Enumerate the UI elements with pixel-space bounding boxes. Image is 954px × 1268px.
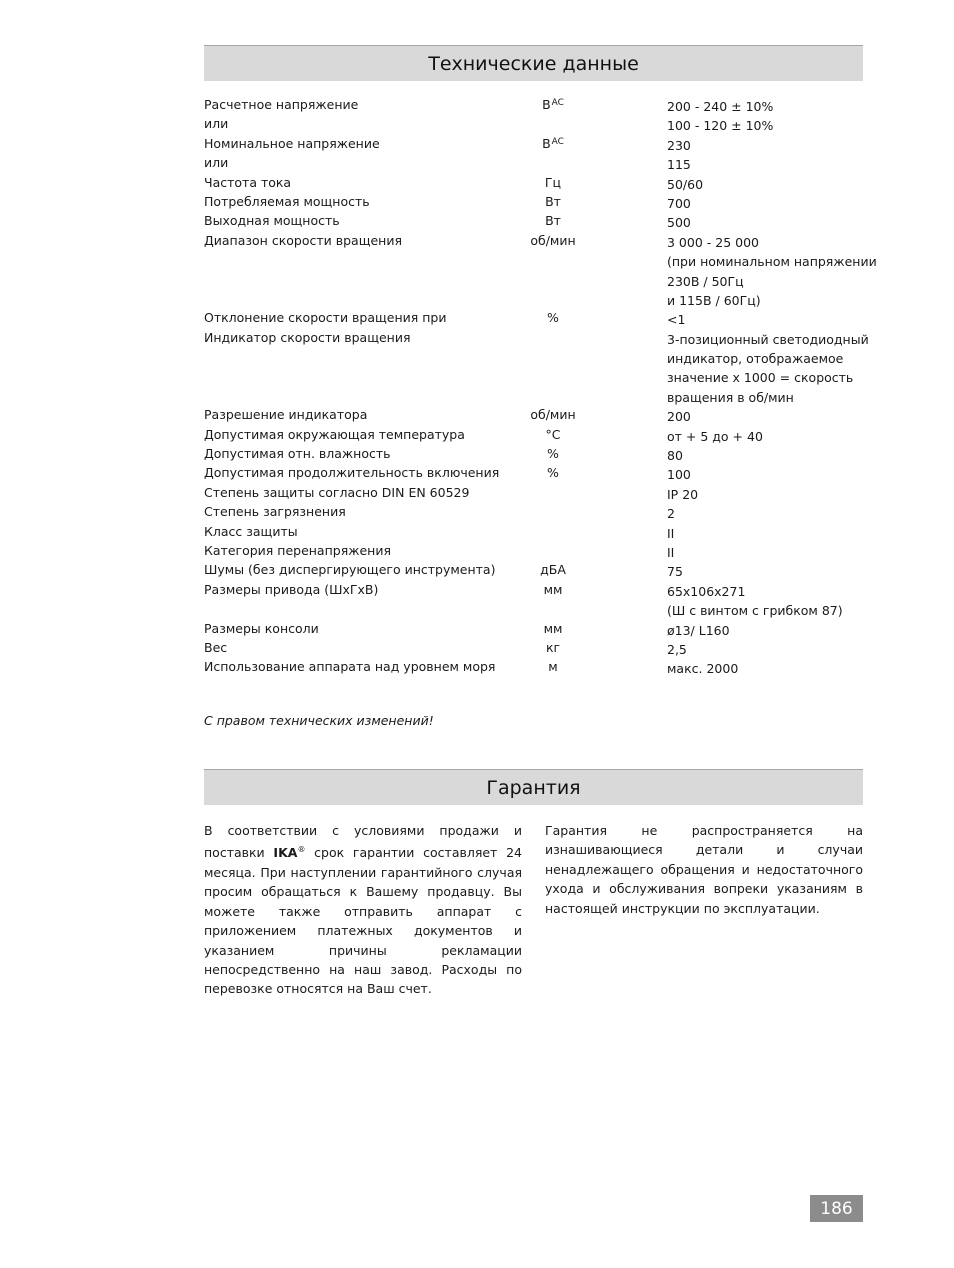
spec-unit-text: В	[542, 97, 551, 112]
page-number	[810, 1195, 863, 1222]
warranty-text-part1: В соответствии с условиями продажи и поставки	[204, 823, 522, 861]
spec-value-line	[204, 368, 863, 387]
spec-value: 75	[667, 564, 683, 580]
spec-value: <1	[667, 312, 686, 328]
spec-row	[204, 427, 863, 446]
spec-row	[204, 213, 863, 232]
spec-value-line	[204, 252, 877, 271]
spec-label: Частота тока	[204, 174, 292, 190]
spec-row	[204, 194, 863, 213]
spec-unit	[504, 562, 602, 577]
spec-row	[204, 621, 863, 640]
spec-value: макс. 2000	[667, 661, 739, 677]
spec-unit-text: мм	[543, 620, 563, 636]
warranty-text-right: Гарантия не распространяется на изнашивающиеся детали и случаи ненадлежащего обращения и недостаточного ухода и обслуживания вопреки указаниям в настоящей инструкции по эксплуатации.	[545, 823, 863, 916]
spec-unit	[504, 659, 602, 674]
spec-value: II	[667, 544, 675, 560]
spec-row	[204, 232, 877, 311]
tech-data-heading	[204, 45, 863, 81]
spec-unit-text: %	[547, 446, 559, 462]
spec-label: Допустимая отн. влажность	[204, 446, 391, 462]
spec-unit-text: об/мин	[530, 407, 576, 423]
spec-row	[204, 582, 863, 621]
spec-row	[204, 97, 863, 116]
spec-value: 3-позиционный светодиодный	[667, 331, 869, 347]
spec-row	[204, 136, 863, 155]
spec-row	[204, 504, 863, 523]
spec-row	[204, 407, 863, 426]
spec-unit	[504, 407, 602, 422]
spec-row	[204, 524, 863, 543]
spec-unit-text: Вт	[545, 213, 561, 229]
spec-label: Вес	[204, 639, 228, 655]
registered-mark: ®	[297, 845, 306, 855]
spec-value: 3 000 - 25 000	[667, 234, 759, 250]
spec-label: Степень загрязнения	[204, 504, 346, 520]
spec-row	[204, 446, 863, 465]
spec-value: от + 5 до + 40	[667, 428, 763, 444]
spec-value: 65х106х271	[667, 583, 746, 599]
spec-value: (при номинальном напряжении	[667, 254, 877, 270]
spec-value: ø13/ L160	[667, 622, 730, 638]
spec-value: 230	[667, 137, 691, 153]
spec-value: 700	[667, 195, 691, 211]
spec-label: Степень защиты согласно DIN EN 60529	[204, 484, 470, 500]
spec-unit	[504, 621, 602, 636]
spec-value-line	[204, 601, 863, 620]
spec-label: Класс защиты	[204, 523, 298, 539]
spec-value: IP 20	[667, 486, 699, 502]
spec-value-line	[204, 291, 863, 310]
spec-unit-sup: AC	[551, 98, 564, 108]
spec-unit-text: кг	[545, 639, 561, 655]
spec-value-line	[204, 272, 863, 291]
spec-row	[204, 310, 863, 329]
spec-row	[204, 329, 869, 408]
spec-unit	[504, 194, 602, 209]
spec-unit	[504, 310, 602, 325]
spec-value: 100 - 120 ± 10%	[667, 118, 774, 134]
spec-unit-text: °C	[545, 426, 561, 442]
spec-value: 200	[667, 409, 691, 425]
spec-row	[204, 116, 863, 135]
spec-label: Выходная мощность	[204, 213, 340, 229]
spec-unit-text: Вт	[545, 193, 561, 209]
spec-value: значение х 1000 = скорость	[667, 370, 854, 386]
spec-value: 50/60	[667, 176, 704, 192]
spec-value: вращения в об/мин	[667, 389, 794, 405]
spec-unit	[504, 97, 602, 112]
spec-value: индикатор, отображаемое	[667, 351, 844, 367]
warranty-text-left	[204, 821, 522, 999]
spec-unit-text: Гц	[544, 174, 562, 190]
spec-row	[204, 543, 863, 562]
spec-label: Номинальное напряжение	[204, 135, 380, 151]
spec-label: Отклонение скорости вращения при	[204, 310, 447, 326]
spec-row	[204, 175, 863, 194]
spec-label: Использование аппарата над уровнем моря	[204, 659, 496, 675]
spec-row	[204, 659, 863, 678]
spec-value: 100	[667, 467, 691, 483]
spec-label: Допустимая продолжительность включения	[204, 465, 500, 481]
spec-value: 80	[667, 448, 683, 464]
spec-table	[204, 97, 877, 679]
spec-label: Допустимая окружающая температура	[204, 426, 465, 442]
spec-unit-text: дБА	[540, 562, 566, 578]
spec-unit-text: м	[548, 659, 558, 675]
spec-label: Категория перенапряжения	[204, 542, 391, 558]
warranty-heading	[204, 769, 863, 805]
spec-label: или	[204, 155, 229, 171]
spec-unit-text: В	[542, 135, 551, 151]
tech-data-title: Технические данные	[428, 52, 639, 75]
spec-label: Диапазон скорости вращения	[204, 232, 402, 248]
spec-unit-text: %	[547, 465, 559, 481]
spec-unit	[504, 175, 602, 190]
spec-label: Размеры привода (ШхГхВ)	[204, 581, 379, 597]
spec-label: Индикатор скорости вращения	[204, 329, 411, 345]
spec-label: Потребляемая мощность	[204, 193, 370, 209]
spec-value: 2,5	[667, 641, 687, 657]
spec-unit	[504, 233, 602, 248]
spec-unit	[504, 465, 602, 480]
spec-unit-text: %	[547, 310, 559, 326]
brand-ika: IKA	[273, 845, 298, 861]
spec-row	[204, 485, 863, 504]
spec-value: и 115В / 60Гц)	[667, 292, 761, 308]
spec-row	[204, 155, 863, 174]
spec-label: Шумы (без диспергирующего инструмента)	[204, 562, 496, 578]
spec-unit	[504, 136, 602, 151]
spec-label: Расчетное напряжение	[204, 97, 359, 112]
spec-unit	[504, 446, 602, 461]
spec-unit	[504, 427, 602, 442]
spec-value-line	[204, 349, 863, 368]
spec-label: Размеры консоли	[204, 620, 319, 636]
spec-unit	[504, 213, 602, 228]
spec-value: II	[667, 525, 675, 541]
warranty-text-part2: срок гарантии составляет 24 месяца. При наступлении гарантийного случая просим обращаться к Вашему продавцу. Вы можете также отправить аппарат с приложением платежных документов и указанием причины рекламации непосредственно на наш завод. Расходы по перевозке относятся на Ваш счет.	[204, 845, 522, 997]
page-number-text: 186	[820, 1198, 853, 1219]
warranty-title: Гарантия	[486, 776, 581, 799]
spec-unit	[504, 582, 602, 597]
spec-unit	[504, 640, 602, 655]
spec-value: 500	[667, 215, 691, 231]
spec-value-line	[204, 388, 863, 407]
spec-value: 200 - 240 ± 10%	[667, 99, 774, 114]
spec-row	[204, 562, 863, 581]
changes-note: С правом технических изменений!	[204, 713, 434, 728]
spec-row	[204, 640, 863, 659]
spec-unit-text: об/мин	[530, 232, 576, 248]
spec-value: 230В / 50Гц	[667, 273, 744, 289]
spec-row	[204, 465, 863, 484]
spec-value: 115	[667, 157, 691, 173]
spec-unit-sup: AC	[551, 136, 564, 147]
spec-unit-text: мм	[543, 581, 563, 597]
spec-value: (Ш с винтом с грибком 87)	[667, 603, 843, 619]
spec-label: Разрешение индикатора	[204, 407, 368, 423]
spec-value: 2	[667, 506, 675, 522]
spec-label: или	[204, 116, 229, 132]
